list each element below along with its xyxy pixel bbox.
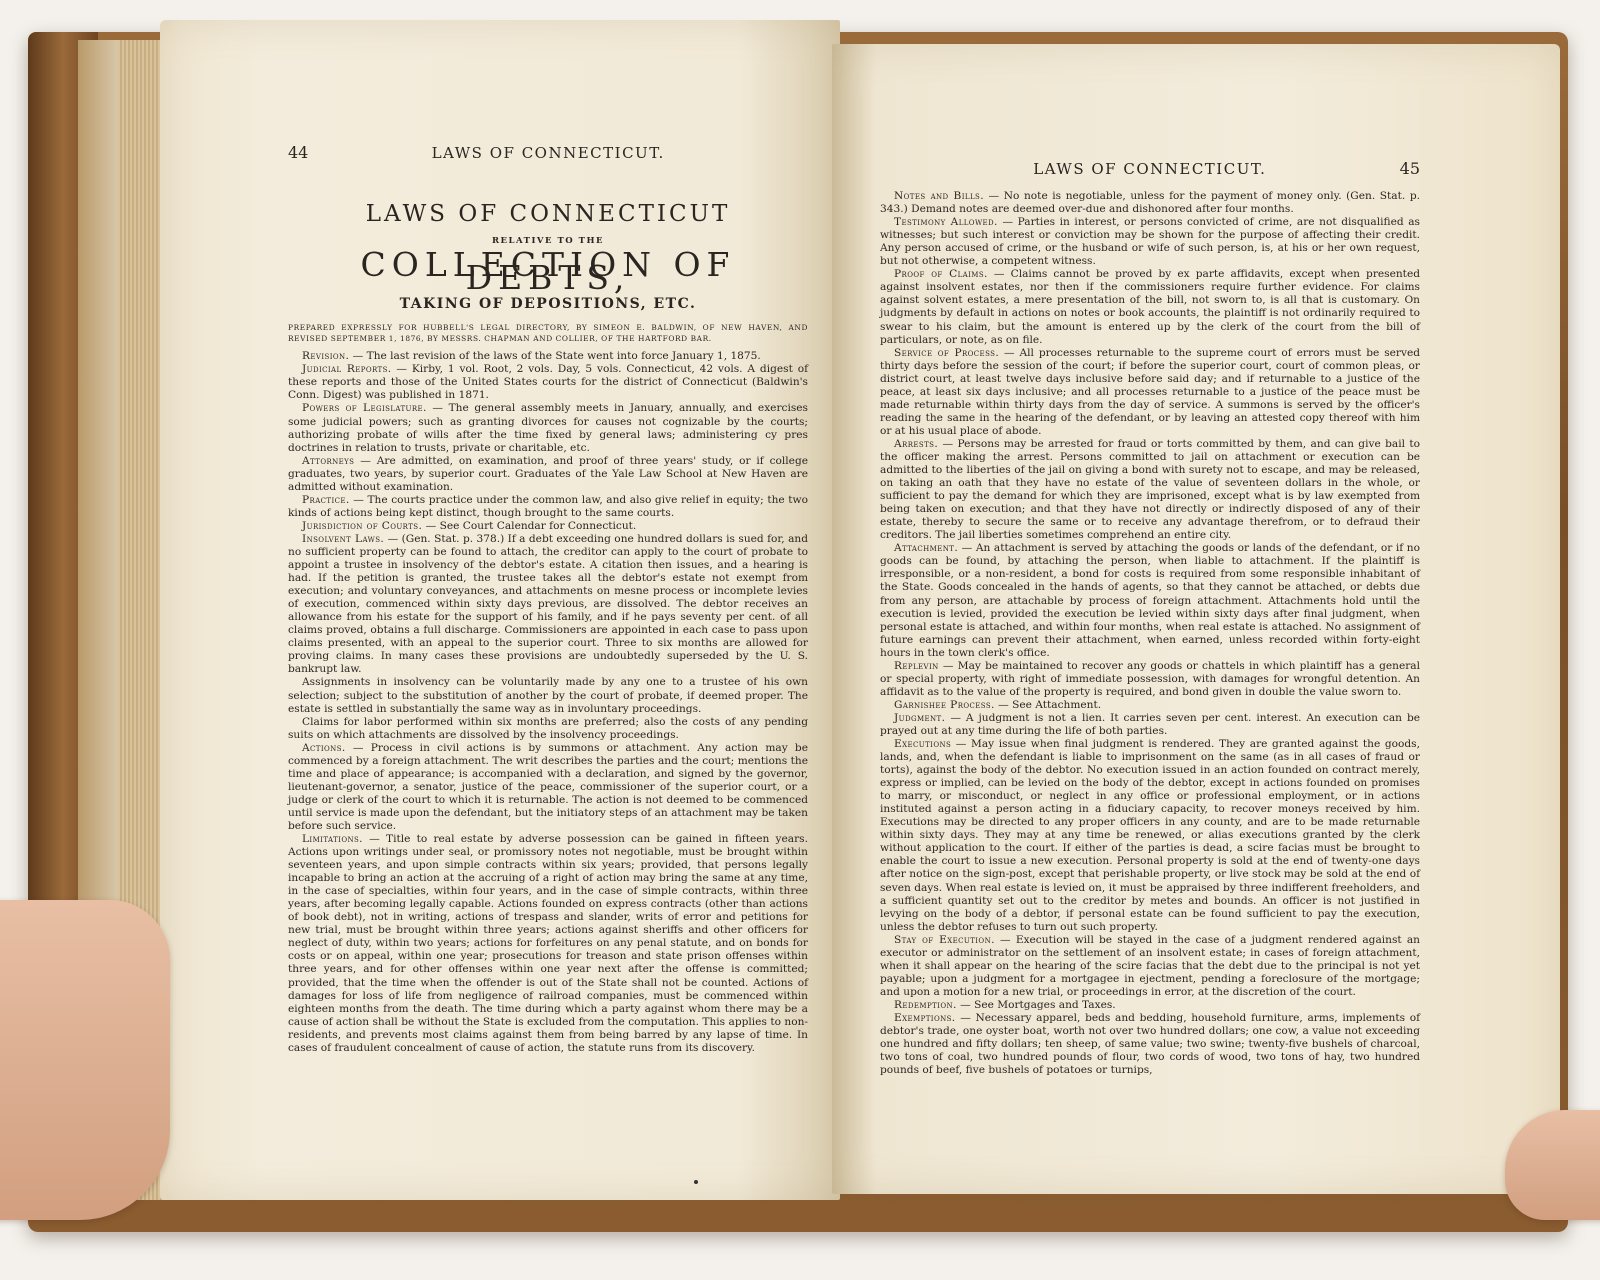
paragraph [288, 494, 808, 520]
credit-line: PREPARED EXPRESSLY FOR HUBBELL'S LEGAL DIRECTORY, BY SIMEON E. BALDWIN, OF NEW HAVEN, AND REVISED SEPTEMBER 1, 1876, BY MESSRS. CHAPMAN AND COLLIER, OF THE HARTFORD BAR. [288, 323, 808, 343]
title-block [288, 201, 808, 313]
left-page-number: 44 [288, 143, 309, 162]
left-running-head [288, 143, 808, 162]
paragraph-heading: Limitations. [302, 833, 363, 846]
paragraph-heading: Attorneys [302, 454, 355, 467]
paragraph [880, 738, 1420, 934]
paragraph-text: — The courts practice under the common law, and also give relief in equity; the two kinds of actions being kept distinct, though brought to the same courts. [288, 493, 808, 519]
paragraph [880, 542, 1420, 659]
paragraph [288, 716, 808, 742]
paragraph-heading: Insolvent Laws. [302, 532, 385, 545]
right-running-head [880, 159, 1420, 178]
paragraph [288, 833, 808, 1055]
paragraph-heading: Arrests. [894, 437, 939, 450]
paragraph-heading: Attachment. [894, 542, 959, 555]
left-page-body [288, 350, 808, 1055]
paragraph [880, 712, 1420, 738]
paragraph-heading: Judgment. [894, 711, 946, 724]
paragraph [880, 1012, 1420, 1077]
paragraph-heading: Actions. [302, 741, 346, 754]
paragraph-text: Assignments in insolvency can be voluntarily made by any one to a trustee of his own selection; subject to the substitution of another by the court of probate, if deemed proper. The estate is settled in substantially the same way as in involuntary proceedings. [288, 676, 808, 715]
paragraph-text: — Persons may be arrested for fraud or torts committed by them, and can give bail to the officer making the arrest. Persons committed to jail on attachment or execution can be admitted to the liberties of the jail on giving a bond with surety not to escape, and may be released, on taking an oath that they have no estate of the value of seventeen dollars in the whole, or sufficient to pay the demand for which they are imprisoned, except what is by law exempted from being taken on execution; and that they have not directly or indirectly disposed of any of their estate, thereby to secure the same or to receive any advantage therefrom, or to defraud their creditors. The jail liberties sometimes comprehend an entire city. [880, 437, 1420, 542]
paragraph-text: — (Gen. Stat. p. 378.) If a debt exceeding one hundred dollars is sued for, and no sufficient property can be found to attach, the creditor can apply to the court of probate to appoint a trustee in insolvency of the debtor's estate. A citation then issues, and a hearing is had. If the petition is granted, the trustee takes all the debtor's estate not exempt from execution; and voluntary conveyances, and attachments on mesne process or incomplete levies of execution, commenced within sixty days previous, are dissolved. The debtor receives an allowance from his estate for the support of his family, and if he pays seventy per cent. of all claims proved, obtains a full discharge. Commissioners are appointed in each case to pass upon claims presented, with an appeal to the superior court. Three to six months are allowed for proving claims. In many cases these provisions are undoubtedly superseded by the U. S. bankrupt law. [288, 532, 808, 676]
paragraph-heading: Judicial Reports. [302, 363, 392, 376]
page-mark-dot [694, 1180, 698, 1184]
holding-hand-left [0, 900, 170, 1220]
paragraph [288, 742, 808, 833]
paragraph [880, 190, 1420, 216]
paragraph-text: — See Attachment. [994, 698, 1102, 711]
right-page [832, 44, 1560, 1194]
paragraph-heading: Stay of Execution. [894, 933, 995, 946]
paragraph-text: — See Court Calendar for Connecticut. [422, 519, 637, 532]
paragraph-text: — Parties in interest, or persons convicted of crime, are not disqualified as witnesses; but such interest or conviction may be shown for the purpose of affecting their credit. Any person accused of crime, or the husband or wife of such person, is, at his or her own request, but not otherwise, a competent witness. [880, 216, 1420, 268]
paragraph-text: — Claims cannot be proved by ex parte affidavits, except when presented against insolvent estates, nor then if the commissioners require further evidence. For claims against solvent estates, a mere presentation of the bill, not sworn to, is all that is customary. On judgments by default in actions on notes or book accounts, the plaintiff is not ordinarily required to swear to his claim, but the amount is entered up by the clerk of the court from the bill of particulars, or note, as on file. [880, 268, 1420, 346]
paragraph-text: Claims for labor performed within six months are preferred; also the costs of any pending suits on which attachments are dissolved by the insolvency proceedings. [288, 715, 808, 741]
paragraph-text: — See Mortgages and Taxes. [956, 998, 1116, 1011]
paragraph [288, 520, 808, 533]
paragraph-heading: Jurisdiction of Courts. [302, 519, 423, 532]
title-taking-of-depositions: TAKING OF DEPOSITIONS, ETC. [399, 296, 697, 313]
paragraph-heading: Powers of Legislature. [302, 402, 427, 415]
right-page-body [880, 190, 1420, 1077]
right-page-number: 45 [1399, 159, 1420, 178]
right-running-title: LAWS OF CONNECTICUT. [1033, 160, 1267, 178]
paragraph [880, 347, 1420, 438]
paragraph-text: — Are admitted, on examination, and proof of three years' study, or if college graduates, two years, by superior court. Graduates of the Yale Law School at New Haven are admitted without examination. [288, 454, 808, 493]
paragraph [880, 934, 1420, 999]
paragraph-text: — May issue when final judgment is rendered. They are granted against the goods, lands, and, when the defendant is liable to imprisonment on the same (as in all cases of fraud or torts), against the body of the debtor. No execution issued in an action founded on contract merely, express or implied, can be levied on the body of the debtor, except in actions founded on promises to marry, or misconduct, or neglect in any office or professional employment, or in actions instituted against a person acting in a fiduciary capacity, to recover moneys received by him. Executions may be directed to any proper officers in any county, and are to be made returnable within sixty days. They may at any time be renewed, or alias executions granted by the clerk without application to the court. If either of the parties is dead, a scire facias must be brought to enable the court to issue a new execution. Personal property is sold at the end of twenty-one days after notice on the sign-post, except that perishable property, or live stock may be sold at the end of seven days. When real estate is levied on, it must be appraised by three indifferent freeholders, and a sufficient quantity set out to the creditor by metes and bounds. An officer is not justified in levying on the body of a debtor, if personal estate can be found sufficient to pay the execution, unless the debtor refuses to turn out such property. [880, 738, 1420, 933]
paragraph-heading: Exemptions. [894, 1012, 956, 1024]
paragraph-heading: Revision. [302, 350, 350, 363]
left-page-text-block [288, 143, 809, 1055]
paragraph-text: — The last revision of the laws of the State went into force January 1, 1875. [349, 350, 761, 363]
paragraph [880, 699, 1420, 712]
paragraph-text: — Process in civil actions is by summons or attachment. Any action may be commenced by a foreign attachment. The writ describes the parties and the court; mentions the time and place of appearance; is accompanied with a declaration, and signed by the governor, lieutenant-governor, a senator, justice of the peace, commissioner of the superior court, or a judge or clerk of the court to which it is returnable. The action is not deemed to be commenced until service is made upon the defendant, but the initiatory steps of an attachment may be taken before such service. [288, 741, 808, 832]
title-collection-of-debts: COLLECTION OF DEBTS, [360, 245, 736, 298]
paragraph-text: — The general assembly meets in January, annually, and exercises some judicial powers; such as granting divorces for causes not cognizable by the courts; authorizing probate of wills after the time fixed by general laws; administering cy pres doctrines in relation to trusts, private or charitable, etc. [288, 402, 808, 454]
paragraph [880, 216, 1420, 268]
paragraph [288, 363, 808, 402]
paragraph-text: — No note is negotiable, unless for the payment of money only. (Gen. Stat. p. 343.) Demand notes are deemed over-due and dishonored after four months. [880, 190, 1420, 216]
paragraph-heading: Executions [894, 738, 952, 751]
paragraph-text: — Execution will be stayed in the case of a judgment rendered against an executor or administrator on the settlement of an insolvent estate; in cases of foreign attachment, when it shall appear on the hearing of the scire facias that the debt due to the principal is not yet payable; upon a judgment for a mortgagee in ejectment, pending a foreclosure of the mortgage; and upon a motion for a new trial, or proceedings in error, at the discretion of the court. [880, 933, 1420, 998]
left-running-title: LAWS OF CONNECTICUT. [431, 144, 665, 162]
paragraph [288, 350, 808, 363]
paragraph-heading: Garnishee Process. [894, 698, 995, 711]
paragraph-text: — Title to real estate by adverse possession can be gained in fifteen years. Actions upon writings under seal, or promissory notes not negotiable, must be brought within seventeen years, and upon simple contracts within six years; provided, that persons legally incapable to bring an action at the accruing of a right of action may bring the same at any time, in the case of specialties, within four years, and in the case of simple contracts, within three years, after becoming legally capable. Actions founded on express contracts (other than actions of book debt), not in writing, actions of trespass and slander, writs of error and petitions for new trial, must be brought within three years; actions against sheriffs and other officers for neglect of duty, within two years; actions for forfeitures on any penal statute, and on bonds for costs or on appeal, within one year; prosecutions for treason and state prison offenses within three years, and for other offenses within one year next after the offense is committed; provided, that the time when the offender is out of the State shall not be counted. Actions of damages for loss of life from negligence of railroad companies, must be commenced within eighteen months from the death. The time during which a party against whom there may be a cause of action shall be without the State is excluded from the computation. This applies to non-residents, and prevents most claims against them from being barred by any lapse of time. In cases of fraudulent concealment of cause of action, the statute runs from its discovery. [288, 833, 808, 1054]
title-laws-of-connecticut: LAWS OF CONNECTICUT [365, 201, 731, 228]
paragraph-heading: Redemption. [894, 998, 957, 1011]
paragraph-text: — Kirby, 1 vol. Root, 2 vols. Day, 5 vols. Connecticut, 42 vols. A digest of these reports and those of the United States courts for the district of Connecticut (Baldwin's Conn. Digest) was published in 1871. [288, 363, 809, 402]
paragraph-heading: Proof of Claims. [894, 268, 988, 281]
paragraph-heading: Notes and Bills. [894, 190, 984, 203]
paragraph-text: — All processes returnable to the supreme court of errors must be served thirty days before the session of the court; if before the superior court, court of common pleas, or district court, at least twelve days inclusive before said day; and if returnable to a justice of the peace, at least six days inclusive; and all processes returnable to a justice of the peace must be made returnable within thirty days from the day of service. A summons is served by the officer's reading the same in the hearing of the defendant, or by leaving an attested copy thereof with him or at his usual place of abode. [880, 346, 1420, 437]
paragraph-heading: Service of Process. [894, 346, 1000, 359]
right-page-text-block [880, 159, 1420, 1077]
paragraph-text: — A judgment is not a lien. It carries seven per cent. interest. An execution can be prayed out at any time during the life of both parties. [880, 711, 1420, 737]
paragraph-text: — May be maintained to recover any goods or chattels in which plaintiff has a general or special property, with right of immediate possession, with damages for wrongful detention. An affidavit as to the value of the property is required, and bond given in double the value sworn to. [880, 659, 1420, 698]
paragraph-heading: Replevin [894, 659, 939, 672]
left-page [160, 20, 840, 1200]
title-relative-to: RELATIVE TO THE [491, 236, 604, 247]
paragraph [288, 676, 808, 715]
paragraph [288, 533, 808, 677]
paragraph-text: — An attachment is served by attaching the goods or lands of the defendant, or if no goods can be found, by attaching the person, when liable to attachment. If the plaintiff is irresponsible, or a non-resident, a bond for costs is required from some responsible inhabitant of the State. Goods concealed in the hands of agents, so that they cannot be attached, or debts due from any person, are attachable by process of foreign attachment. Attachments hold until the execution is levied, provided the execution be levied within sixty days after final judgment, when personal estate is attached, and within four months, when real estate is attached. No assignment of future earnings can prevent their attachment, when earned, unless recorded within forty-eight hours in the town clerk's office. [880, 542, 1420, 659]
paragraph [880, 438, 1420, 542]
paragraph [880, 999, 1420, 1012]
paragraph [880, 660, 1420, 699]
paragraph [288, 455, 808, 494]
paragraph-text: — Necessary apparel, beds and bedding, household furniture, arms, implements of debtor's trade, one oyster boat, worth not over two hundred dollars; one cow, a value not exceeding one hundred and fifty dollars; ten sheep, of same value; two swine; twenty-five bushels of charcoal, two tons of coal, two hundred pounds of flour, two cords of wood, two tons of hay, two hundred pounds of beef, five bushels of potatoes or turnips, [880, 1012, 1420, 1077]
paragraph [288, 402, 808, 454]
paragraph [880, 268, 1420, 346]
paragraph-heading: Practice. [302, 493, 350, 506]
paragraph-heading: Testimony Allowed. [894, 216, 998, 229]
